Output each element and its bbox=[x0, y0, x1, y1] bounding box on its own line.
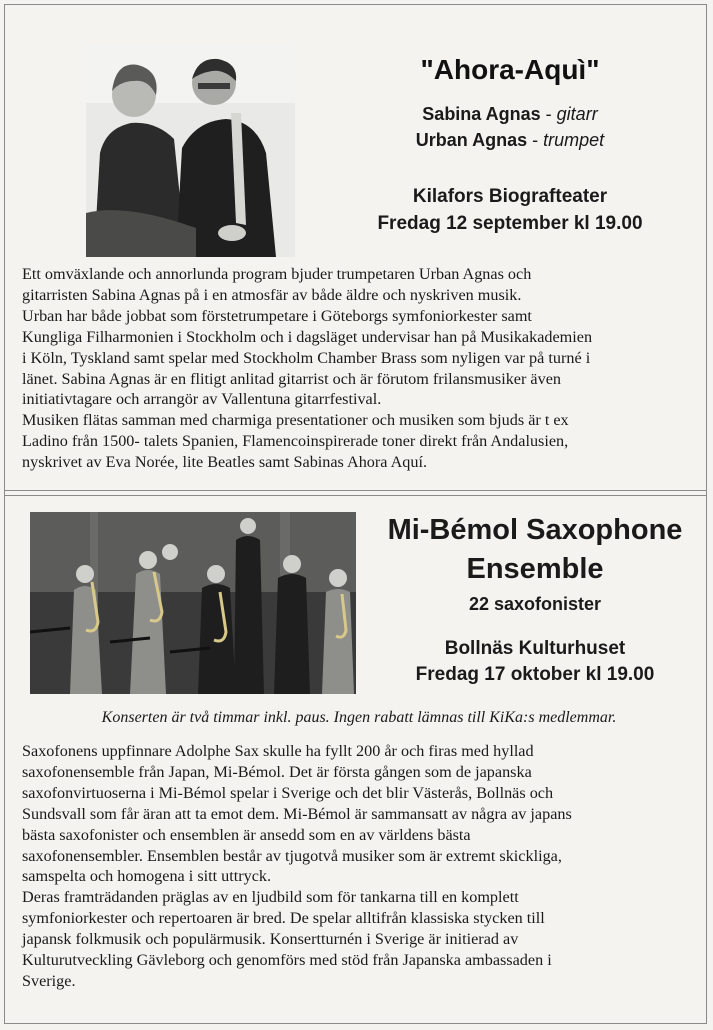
performer-1-sep: - bbox=[540, 104, 557, 124]
event2-line: saxofonensemble från Japan, Mi-Bémol. Det är första gången som de japanska bbox=[22, 762, 532, 781]
event2-line: saxofonvirtuoserna i Mi-Bémol spelar i Sverige och det blir Västerås, Bollnäs och bbox=[22, 783, 554, 802]
event1-line: gitarristen Sabina Agnas på i en atmosfär av både äldre och nyskriven musik. bbox=[22, 285, 522, 304]
event1-line: länet. Sabina Agnas är en flitigt anlitad gitarrist och är förutom frilansmusiker även bbox=[22, 369, 561, 388]
event1-line: i Köln, Tyskland samt spelar med Stockholm Chamber Brass som nyligen var på turné i bbox=[22, 348, 591, 367]
event2-title-line1: Mi-Bémol Saxophone bbox=[387, 514, 683, 546]
event2-line: Kulturutveckling Gävleborg och genomförs med stöd från Japanska ambassaden i bbox=[22, 951, 552, 970]
event2-date: Fredag 17 oktober kl 19.00 bbox=[415, 664, 655, 685]
event1-line: Musiken flätas samman med charmiga presentationer och musiken som bjuds är t ex bbox=[22, 411, 569, 430]
event2-subtitle: 22 saxofonister bbox=[468, 594, 602, 614]
performer-1-name: Sabina Agnas bbox=[422, 104, 541, 124]
event1-line: initiativtagare och arrangör av Vallentuna gitarrfestival. bbox=[22, 390, 382, 409]
event1-line: Ett omväxlande och annorlunda program bjuder trumpetaren Urban Agnas och bbox=[22, 265, 532, 283]
event2-line: Sverige. bbox=[22, 971, 76, 990]
section-divider bbox=[4, 490, 707, 496]
event1-description bbox=[22, 264, 696, 473]
event2-line: japansk folkmusik och populärmusik. Konsertturnén i Sverige är initierad av bbox=[22, 930, 519, 949]
duo-photo bbox=[86, 43, 295, 257]
event1-venue: Kilafors Biografteater bbox=[412, 186, 608, 207]
event2-line: saxofonensembler. Ensemblen består av tjugotvå musiker som är extremt skickliga, bbox=[22, 846, 562, 865]
event2-line: Deras framträdanden präglas av en ljudbild som för tankarna till en komplett bbox=[22, 888, 519, 907]
ensemble-photo bbox=[30, 512, 356, 694]
performer-1-role: gitarr bbox=[556, 104, 598, 124]
event1-line: Urban har både jobbat som förstetrumpetare i Göteborgs symfoniorkester samt bbox=[22, 306, 532, 325]
event2-note: Konserten är två timmar inkl. paus. Ingen rabatt lämnas till KiKa:s medlemmar. bbox=[101, 709, 617, 726]
performer-2 bbox=[300, 130, 713, 151]
performer-2-role: trumpet bbox=[543, 130, 605, 150]
event1-title: "Ahora-Aquì" bbox=[420, 54, 600, 85]
event2-line: samspelta och homogena i sitt uttryck. bbox=[22, 867, 272, 886]
event1-line: Ladino från 1500- talets Spanien, Flamencoinspirerade toner direkt från Andalusien, bbox=[22, 432, 569, 451]
event1-line: Kungliga Filharmonien i Stockholm och i dagsläget undervisar han på Musikakademien bbox=[22, 327, 593, 346]
performer-2-sep: - bbox=[527, 130, 544, 150]
performer-2-name: Urban Agnas bbox=[415, 130, 528, 150]
event2-venue: Bollnäs Kulturhuset bbox=[444, 638, 626, 659]
event2-line: symfoniorkester och repertoaren är bred. De spelar alltifrån klassiska stycken till bbox=[22, 909, 545, 928]
performer-1 bbox=[300, 104, 713, 125]
event2-line: Sundsvall som får äran att ta emot dem. Mi-Bémol är sammansatt av några av japans bbox=[22, 804, 572, 823]
event1-date: Fredag 12 september kl 19.00 bbox=[377, 213, 643, 234]
event1-line: nyskrivet av Eva Norée, lite Beatles samt Sabinas Ahora Aquí. bbox=[22, 453, 428, 472]
event2-title-line2: Ensemble bbox=[466, 553, 604, 585]
event2-line: Saxofonens uppfinnare Adolphe Sax skulle ha fyllt 200 år och firas med hyllad bbox=[22, 742, 534, 760]
event2-description bbox=[22, 741, 696, 992]
event2-line: bästa saxofonister och ensemblen är ansedd som en av världens bästa bbox=[22, 825, 471, 844]
